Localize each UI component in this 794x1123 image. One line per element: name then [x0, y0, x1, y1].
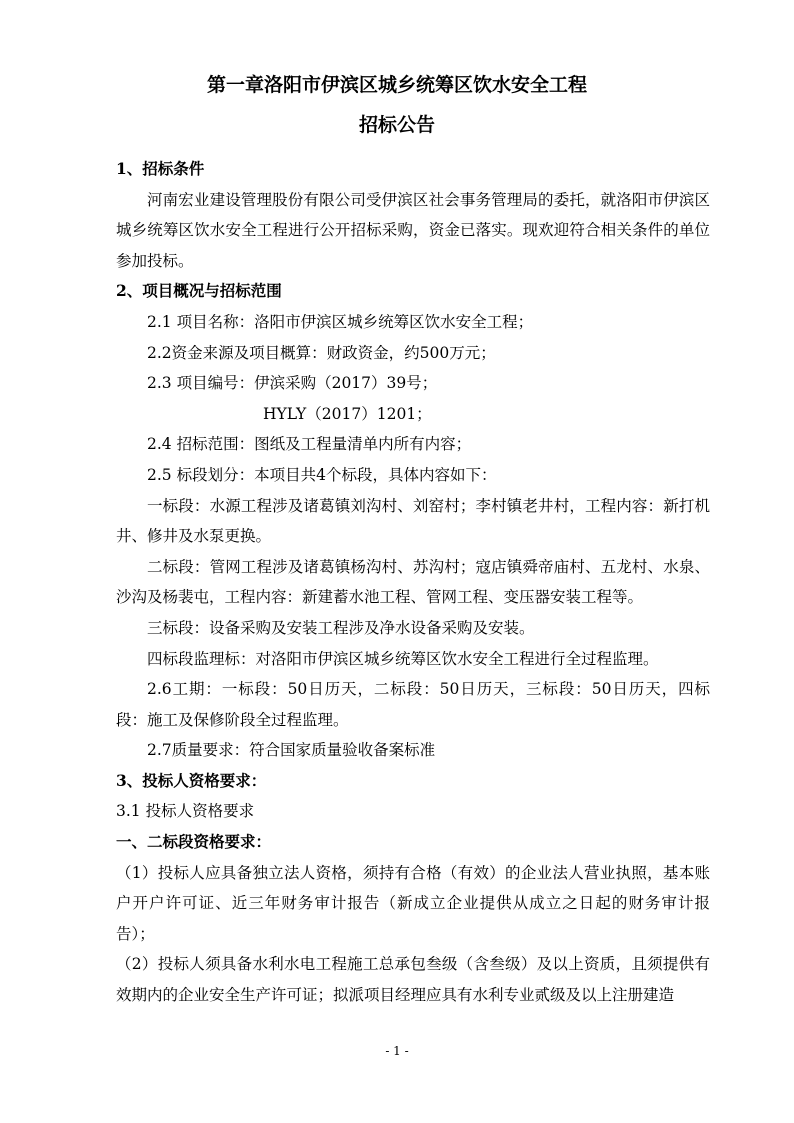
item-2-2: 2.2资金来源及项目概算：财政资金，约500万元； [147, 343, 496, 362]
item-2-1: 2.1 项目名称：洛阳市伊滨区城乡统筹区饮水安全工程； [147, 312, 534, 331]
section-1-paragraph: 河南宏业建设管理股份有限公司受伊滨区社会事务管理局的委托，就洛阳市伊滨区城乡统筹区饮水安全工程进行公开招标采购，资金已落实。现欢迎符合相关条件的单位参加投标。 [116, 190, 710, 270]
item-2-3-code: HYLY（2017）1201； [263, 404, 432, 423]
page-number: - 1 - [385, 1044, 409, 1058]
section-2-heading: 2、项目概况与招标范围 [116, 281, 282, 301]
section-1-heading: 1、招标条件 [116, 159, 205, 178]
item-2-3: 2.3 项目编号：伊滨采购（2017）39号； [147, 374, 438, 393]
item-2-7: 2.7质量要求：符合国家质量验收备案标准 [147, 741, 436, 760]
document-title: 第一章洛阳市伊滨区城乡统筹区饮水安全工程 [206, 74, 587, 96]
section-3-heading: 3、投标人资格要求： [116, 770, 267, 790]
item-2-5: 2.5 标段划分：本项目共4个标段，具体内容如下： [147, 465, 497, 484]
lot-1: 一标段：水源工程涉及诸葛镇刘沟村、刘窑村；李村镇老井村，工程内容：新打机井、修井及水泵更换。 [116, 496, 710, 546]
document-body [116, 154, 710, 1011]
lot-4: 四标段监理标：对洛阳市伊滨区城乡统筹区饮水安全工程进行全过程监理。 [147, 649, 659, 668]
section-3-1: 3.1 投标人资格要求 [116, 802, 255, 821]
lot-2: 二标段：管网工程涉及诸葛镇杨沟村、苏沟村；寇店镇舜帝庙村、五龙村、水泉、沙沟及杨裴屯，工程内容：新建蓄水池工程、管网工程、变压器安装工程等。 [116, 557, 710, 607]
requirement-2: （2）投标人须具备水利水电工程施工总承包叁级（含叁级）及以上资质，且须提供有效期内的企业安全生产许可证；拟派项目经理应具有水利专业贰级及以上注册建造 [116, 955, 710, 1005]
document-subtitle: 招标公告 [358, 114, 435, 136]
lots-1-2-requirements-heading: 一、二标段资格要求： [116, 832, 272, 852]
lot-3: 三标段：设备采购及安装工程涉及净水设备采购及安装。 [147, 618, 535, 637]
item-2-4: 2.4 招标范围：图纸及工程量清单内所有内容； [147, 435, 472, 454]
item-2-6: 2.6工期：一标段：50日历天，二标段：50日历天，三标段：50日历天，四标段：施工及保修阶段全过程监理。 [116, 680, 710, 729]
requirement-1: （1）投标人应具备独立法人资格，须持有合格（有效）的企业法人营业执照，基本账户开户许可证、近三年财务审计报告（新成立企业提供从成立之日起的财务审计报告）； [116, 863, 710, 943]
